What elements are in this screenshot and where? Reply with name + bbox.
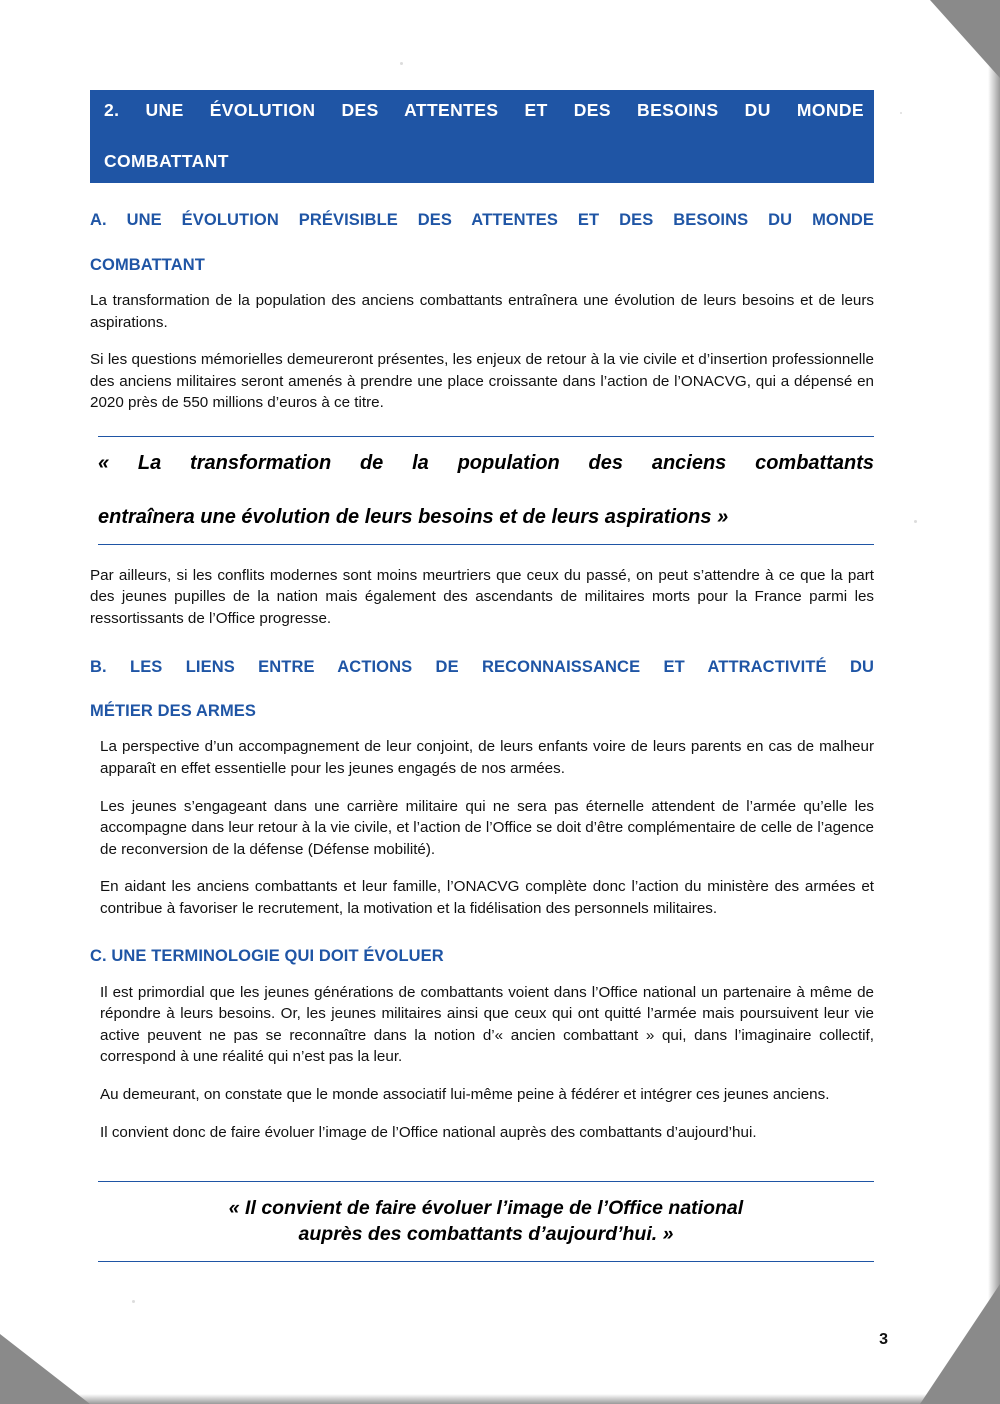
page-number: 3 — [879, 1331, 888, 1348]
pullquote-1 — [98, 436, 874, 545]
pullquote-1-line-2: entraînera une évolution de leurs besoins et de leurs aspirations » — [98, 505, 729, 528]
chapter-heading-banner — [90, 90, 874, 183]
section-heading-a — [90, 209, 874, 276]
pullquote-1-line-1: « La transformation de la population des anciens combattants — [98, 451, 874, 474]
scan-corner-bottom-right — [920, 1284, 1000, 1404]
page-edge-shadow-bottom — [70, 1394, 1000, 1404]
paragraph-a-2: Si les questions mémorielles demeureront présentes, les enjeux de retour à la vie civile et d’insertion professionnelle des anciens militaires seront amenés à prendre une place croissante dans l’action de l’ONACVG, qui a dépensé en 2020 près de 550 millions d’euros à ce titre. — [90, 351, 874, 412]
scan-corner-bottom-left — [0, 1334, 90, 1404]
page-content — [90, 90, 874, 1282]
paragraph-b-2: Les jeunes s’engageant dans une carrière militaire qui ne sera pas éternelle attendent de l’armée qu’elle les accompagne dans leur retour à la vie civile, et l’action de l’Office se doit d’être complémentaire de celle de l’agence de reconversion de la défense (Défense mobilité). — [100, 797, 874, 858]
chapter-heading-line-1: 2. UNE ÉVOLUTION DES ATTENTES ET DES BESOINS DU MONDE — [104, 100, 864, 120]
paragraph-b-3: En aidant les anciens combattants et leur famille, l’ONACVG complète donc l’action du ministère des armées et contribue à favoriser le recrutement, la motivation et la fidélisation des personnels militaires. — [100, 878, 874, 917]
pullquote-2 — [98, 1181, 874, 1262]
paragraph-after-quote-1: Par ailleurs, si les conflits modernes sont moins meurtriers que ceux du passé, on peut s’attendre à ce que la part des jeunes pupilles de la nation mais également des ascendants de militaires morts pour la France parmi les ressortissants de l’Office progresse. — [90, 566, 874, 627]
section-heading-b-line-2: MÉTIER DES ARMES — [90, 702, 257, 721]
scan-speck — [914, 520, 917, 523]
section-heading-a-line-1: A. UNE ÉVOLUTION PRÉVISIBLE DES ATTENTES ET DES BESOINS DU MONDE — [90, 211, 874, 230]
paragraph-c-2: Au demeurant, on constate que le monde associatif lui-même peine à fédérer et intégrer ces jeunes anciens. — [100, 1085, 830, 1103]
scan-speck — [132, 1300, 135, 1303]
section-heading-b-line-1: B. LES LIENS ENTRE ACTIONS DE RECONNAISSANCE ET ATTRACTIVITÉ DU — [90, 657, 874, 676]
scan-speck — [900, 112, 902, 114]
chapter-heading-line-2: COMBATTANT — [104, 150, 229, 171]
pullquote-2-line-1: « Il convient de faire évoluer l’image de l’Office national — [228, 1197, 744, 1220]
section-heading-c: C. UNE TERMINOLOGIE QUI DOIT ÉVOLUER — [90, 947, 444, 966]
section-heading-a-line-2: COMBATTANT — [90, 255, 205, 274]
pullquote-2-line-2: auprès des combattants d’aujourd’hui. » — [298, 1223, 674, 1246]
page-edge-shadow-right — [988, 60, 1000, 1304]
section-heading-b — [90, 656, 874, 723]
paragraph-a-1: La transformation de la population des anciens combattants entraînera une évolution de leurs besoins et de leurs aspirations. — [90, 291, 874, 331]
paragraph-c-3: Il convient donc de faire évoluer l’image de l’Office national auprès des combattants d’aujourd’hui. — [100, 1123, 757, 1141]
paragraph-b-1: La perspective d’un accompagnement de leur conjoint, de leurs enfants voire de leurs parents en cas de malheur apparaît en effet essentielle pour les jeunes engagés de nos armées. — [100, 738, 874, 777]
scan-speck — [400, 62, 403, 65]
paragraph-c-1: Il est primordial que les jeunes générations de combattants voient dans l’Office national un partenaire à même de répondre à leurs besoins. Or, les jeunes militaires ainsi que ceux qui ont quitté l’armée mais poursuivent leur vie active peuvent ne pas se reconnaître dans la notion d’« ancien combattant » qui, dans l’imaginaire collectif, correspond à une réalité qui n’est pas la leur. — [100, 983, 874, 1066]
